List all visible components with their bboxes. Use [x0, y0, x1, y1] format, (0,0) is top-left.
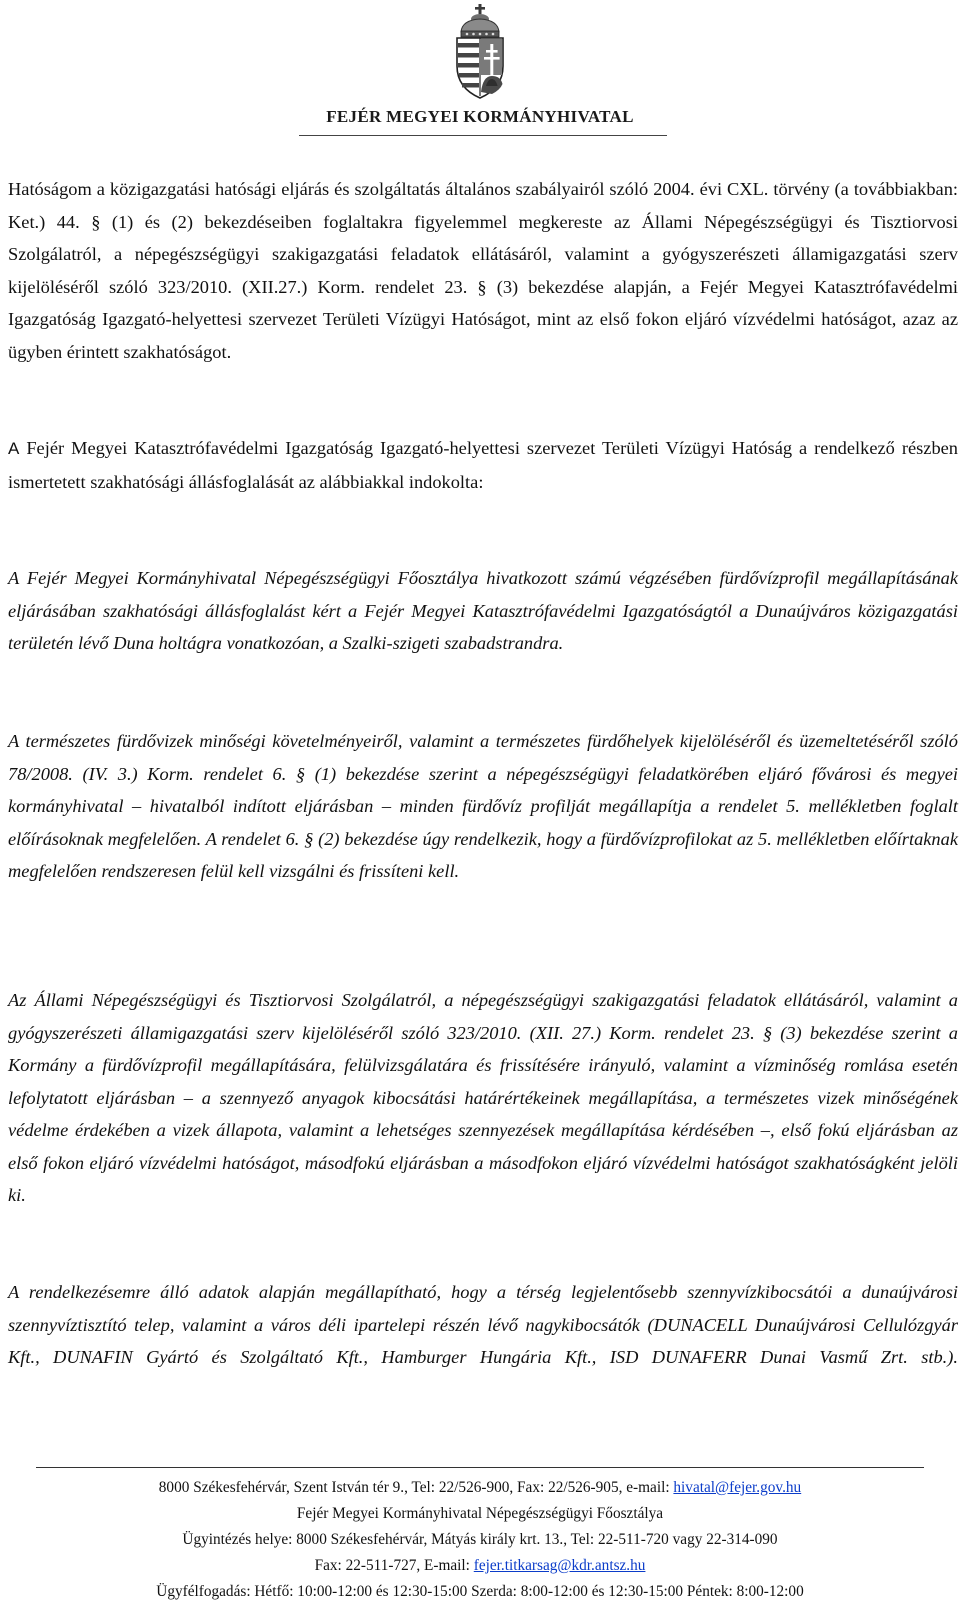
- paragraph-5: Az Állami Népegészségügyi és Tisztiorvosi Szolgálatról, a népegészségügyi szakigazgatási feladatok ellátásáról, valamint a gyógyszerészeti államigazgatási szerv kijelöléséről szóló 323/2010. (XII. 27.) Korm. rendelet 23. § (3) bekezdése szerint a Kormány a fürdővízprofil megállapítására, felülvizsgálatára és frissítésére irányuló, valamint a vízminőség romlása esetén lefolytatott eljárásban – a szennyező anyagok kibocsátási határértékeinek megállapítása, a természetes vizek minőségének védelme érdekében a vizek állapota, valamint a lehetséges szennyezések megállapítása kérdésében –, első fokú eljárásban az első fokon eljáró vízvédelmi hatóságot, másodfokú eljárásban a másodfokon eljáró vízvédelmi hatóságot szakhatóságként jelöli ki.: [8, 990, 958, 1205]
- footer-divider: [36, 1467, 924, 1468]
- paragraph-2-text: Fejér Megyei Katasztrófavédelmi Igazgatóság Igazgató-helyettesi szervezet Területi Vízügyi Hatóság a rendelkező részben ismertetett szakhatósági állásfoglalását az alábbiakkal indokolta:: [8, 438, 958, 492]
- paragraph-6: A rendelkezésemre álló adatok alapján megállapítható, hogy a térség legjelentősebb szennyvízkibocsátói a dunaújvárosi szennyvíztisztító telep, valamint a város déli ipartelepi részén lévő nagykibocsátók (DUNACELL Dunaújvárosi Cellulózgyár Kft., DUNAFIN Gyártó és Szolgáltató Kft., Hamburger Hungária Kft., ISD DUNAFERR Dunai Vasmű Zrt. stb.).: [8, 1282, 958, 1367]
- paragraph-2-initial: A: [8, 439, 20, 458]
- footer-office-hours-line: Ügyfélfogadás: Hétfő: 10:00-12:00 és 12:30-15:00 Szerda: 8:00-12:00 és 12:30-15:00 Péntek: 8:00-12:00: [156, 1583, 804, 1600]
- paragraph-3: A Fejér Megyei Kormányhivatal Népegészségügyi Főosztálya hivatkozott számú végzésében fürdővízprofil megállapításának eljárásában szakhatósági állásfoglalást kért a Fejér Megyei Katasztrófavédelmi Igazgatóságtól a Dunaújváros közigazgatási területén lévő Duna holtágra vonatkozóan, a Szalki-szigeti szabadstrandra.: [8, 568, 958, 653]
- footer-address-text: 8000 Székesfehérvár, Szent István tér 9., Tel: 22/526-900, Fax: 22/526-905, e-mail:: [158, 1479, 674, 1496]
- hungarian-coat-of-arms-icon: [452, 4, 508, 100]
- organization-title: FEJÉR MEGYEI KORMÁNYHIVATAL: [326, 107, 634, 126]
- header-divider: [299, 135, 667, 136]
- footer-secretariat-email-link[interactable]: fejer.titkarsag@kdr.antsz.hu: [473, 1557, 646, 1574]
- paragraph-4: A természetes fürdővizek minőségi követelményeiről, valamint a természetes fürdőhelyek kijelöléséről és üzemeltetéséről szóló 78/2008. (IV. 3.) Korm. rendelet 6. § (1) bekezdése szerint a népegészségügyi feladatkörében eljáró fővárosi és megyei kormányhivatal – hivatalból indított eljárásban – minden fürdővíz profilját megállapítja a rendelet 5. mellékletben foglalt előírásoknak megfelelően. A rendelet 6. § (2) bekezdése úgy rendelkezik, hogy a fürdővízprofilokat az 5. mellékletben előírtaknak megfelelően rendszeresen felül kell vizsgálni és frissíteni kell.: [8, 731, 958, 881]
- footer-fax-line: [0, 1556, 960, 1576]
- footer-fax-text: Fax: 22-511-727, E-mail:: [314, 1557, 474, 1574]
- footer-department-line: Fejér Megyei Kormányhivatal Népegészségügyi Főosztálya: [296, 1505, 664, 1522]
- footer-address-line: [0, 1478, 960, 1498]
- footer-office-line: Ügyintézés helye: 8000 Székesfehérvár, Mátyás király krt. 13., Tel: 22-511-720 vagy 22-314-090: [182, 1531, 778, 1548]
- paragraph-2: [8, 432, 958, 498]
- paragraph-1: Hatóságom a közigazgatási hatósági eljárás és szolgáltatás általános szabályairól szóló 2004. évi CXL. törvény (a továbbiakban: Ket.) 44. § (1) és (2) bekezdéseiben foglaltakra figyelemmel megkereste az Állami Népegészségügyi és Tisztiorvosi Szolgálatról, a népegészségügyi szakigazgatási feladatok ellátásáról, valamint a gyógyszerészeti államigazgatási szerv kijelöléséről szóló 323/2010. (XII.27.) Korm. rendelet 23. § (3) bekezdése alapján, a Fejér Megyei Katasztrófavédelmi Igazgatóság Igazgató-helyettesi szervezet Területi Vízügyi Hatóságot, mint az első fokon eljáró vízvédelmi hatóságot, azaz az ügyben érintett szakhatóságot.: [8, 179, 958, 362]
- footer-email-link[interactable]: hivatal@fejer.gov.hu: [673, 1479, 802, 1496]
